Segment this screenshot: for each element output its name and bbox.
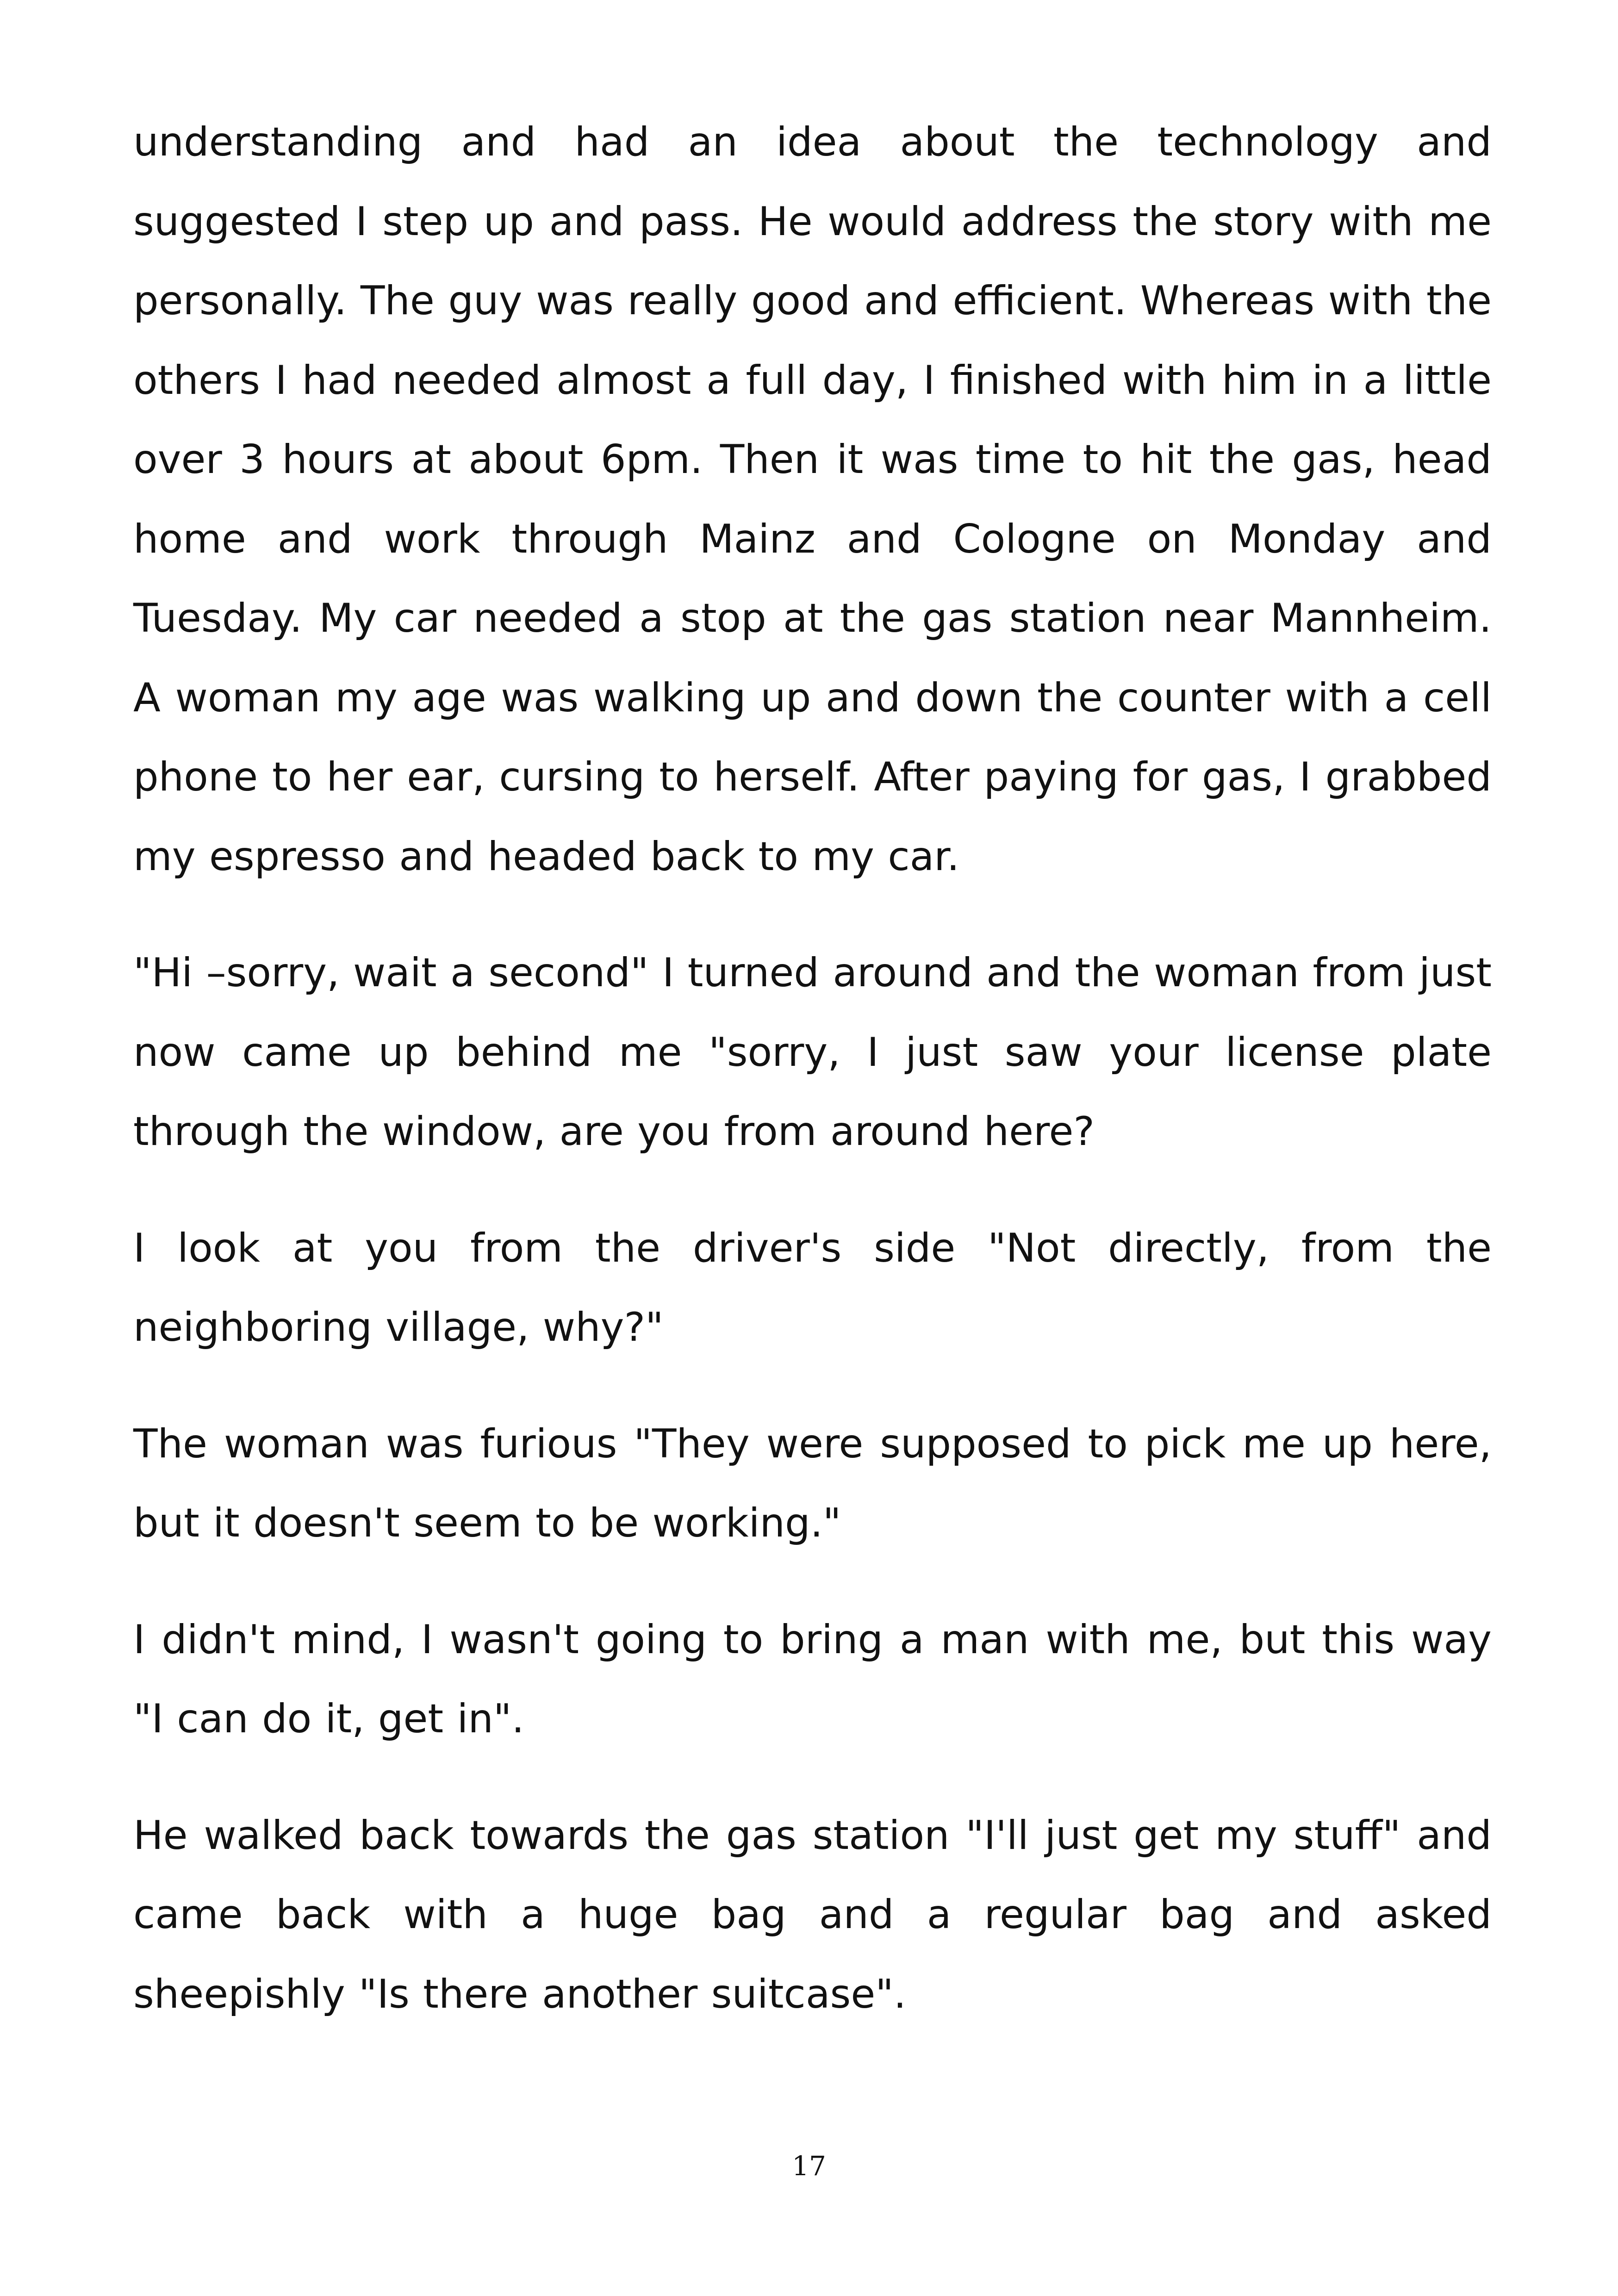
paragraph: I look at you from the driver's side "Not directly, from the neighboring village, why?" bbox=[133, 1225, 1492, 1350]
page-number: 17 bbox=[792, 2150, 826, 2182]
paragraph: "Hi –sorry, wait a second" I turned around and the woman from just now came up behind me "sorry, I just saw your license plate through the window, are you from around here? bbox=[133, 950, 1492, 1155]
page-body bbox=[133, 103, 1492, 2071]
paragraph: I didn't mind, I wasn't going to bring a man with me, but this way "I can do it, get in". bbox=[133, 1616, 1492, 1742]
paragraph: He walked back towards the gas station "I'll just get my stuff" and came back with a huge bag and a regular bag and asked sheepishly "Is there another suitcase". bbox=[133, 1812, 1492, 2017]
paragraph: understanding and had an idea about the technology and suggested I step up and pass. He would address the story with me personally. The guy was really good and efficient. Whereas with the others I had needed almost a full day, I finished with him in a little over 3 hours at about 6pm. Then it was time to hit the gas, head home and work through Mainz and Cologne on Monday and Tuesday. My car needed a stop at the gas station near Mannheim. A woman my age was walking up and down the counter with a cell phone to her ear, cursing to herself. After paying for gas, I grabbed my espresso and headed back to my car. bbox=[133, 119, 1492, 880]
paragraph: The woman was furious "They were supposed to pick me up here, but it doesn't seem to be working." bbox=[133, 1420, 1492, 1546]
